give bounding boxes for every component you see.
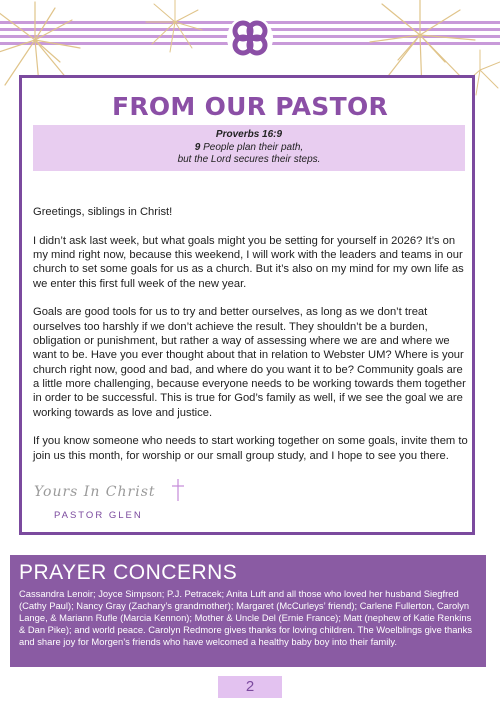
verse-line-1 — [33, 142, 465, 155]
cross-icon — [172, 479, 184, 501]
verse-line-2: but the Lord secures their steps. — [177, 154, 321, 165]
page-number: 2 — [218, 676, 282, 698]
interlocking-rings-logo-icon — [226, 14, 274, 62]
prayer-concerns-text: Cassandra Lenoir; Joyce Simpson; P.J. Petracek; Anita Luft and all those who loved her husband Siegfred (Cathy Paul); Nancy Gray (Zachary’s grandmother); Margaret (McCurleys’ friend); Carlene Fullerton, Carolyn Lange, & Mariann Rufle (Marcia Kennon); Mother & Uncle Del (Ernie France); Matt (nephew of Katie Renkins & Dan Pike); and world peace. Carolyn Redmore gives thanks for loving children. The Woelblings give thanks and share joy for Morgen’s friends who have welcomed a healthy baby boy into their family. — [19, 588, 473, 647]
firework-burst-mid-left — [140, 0, 210, 60]
page-title: FROM OUR PASTOR — [111, 92, 389, 121]
signature-name: PASTOR GLEN — [54, 510, 143, 521]
verse-number: 9 — [194, 141, 201, 153]
letter-paragraph-1: I didn’t ask last week, but what goals might you be setting for yourself in 2026? It’s on my mind right now, because this weekend, I will work with the leaders and teams in our church to set some goals for us as a church. But it’s also on my mind for my own life as we enter this first full week of the new year. — [33, 234, 464, 290]
signature-closing: Yours In Christ — [34, 484, 156, 500]
prayer-concerns-section — [10, 555, 486, 667]
verse-line-1-text: People plan their path, — [200, 141, 304, 153]
verse-reference: Proverbs 16:9 — [215, 129, 283, 140]
letter-paragraph-3: If you know someone who needs to start working together on some goals, invite them to join us this month, for worship or our small group study, and I hope to see you there. — [33, 435, 468, 462]
letter-greeting: Greetings, siblings in Christ! — [33, 206, 173, 218]
pastor-letter-body — [33, 205, 469, 477]
prayer-concerns-title: PRAYER CONCERNS — [19, 561, 238, 584]
letter-paragraph-2: Goals are good tools for us to try and better ourselves, as long as we don’t treat ourselves too harshly if we don’t achieve the result. They shouldn’t be a burden, obligation or punishment, but rather a way of assessing where we are and where we want to be. Have you ever thought about that in relation to Webster UM? Where is your church right now, good and bad, and where do you want it to be? Community goals are a little more challenging, because everyone needs to be working towards them together in order to be successful. This is true for God’s family as well, if we see the goal we are working towards as love and justice. — [33, 306, 466, 419]
scripture-verse-box — [33, 125, 465, 171]
